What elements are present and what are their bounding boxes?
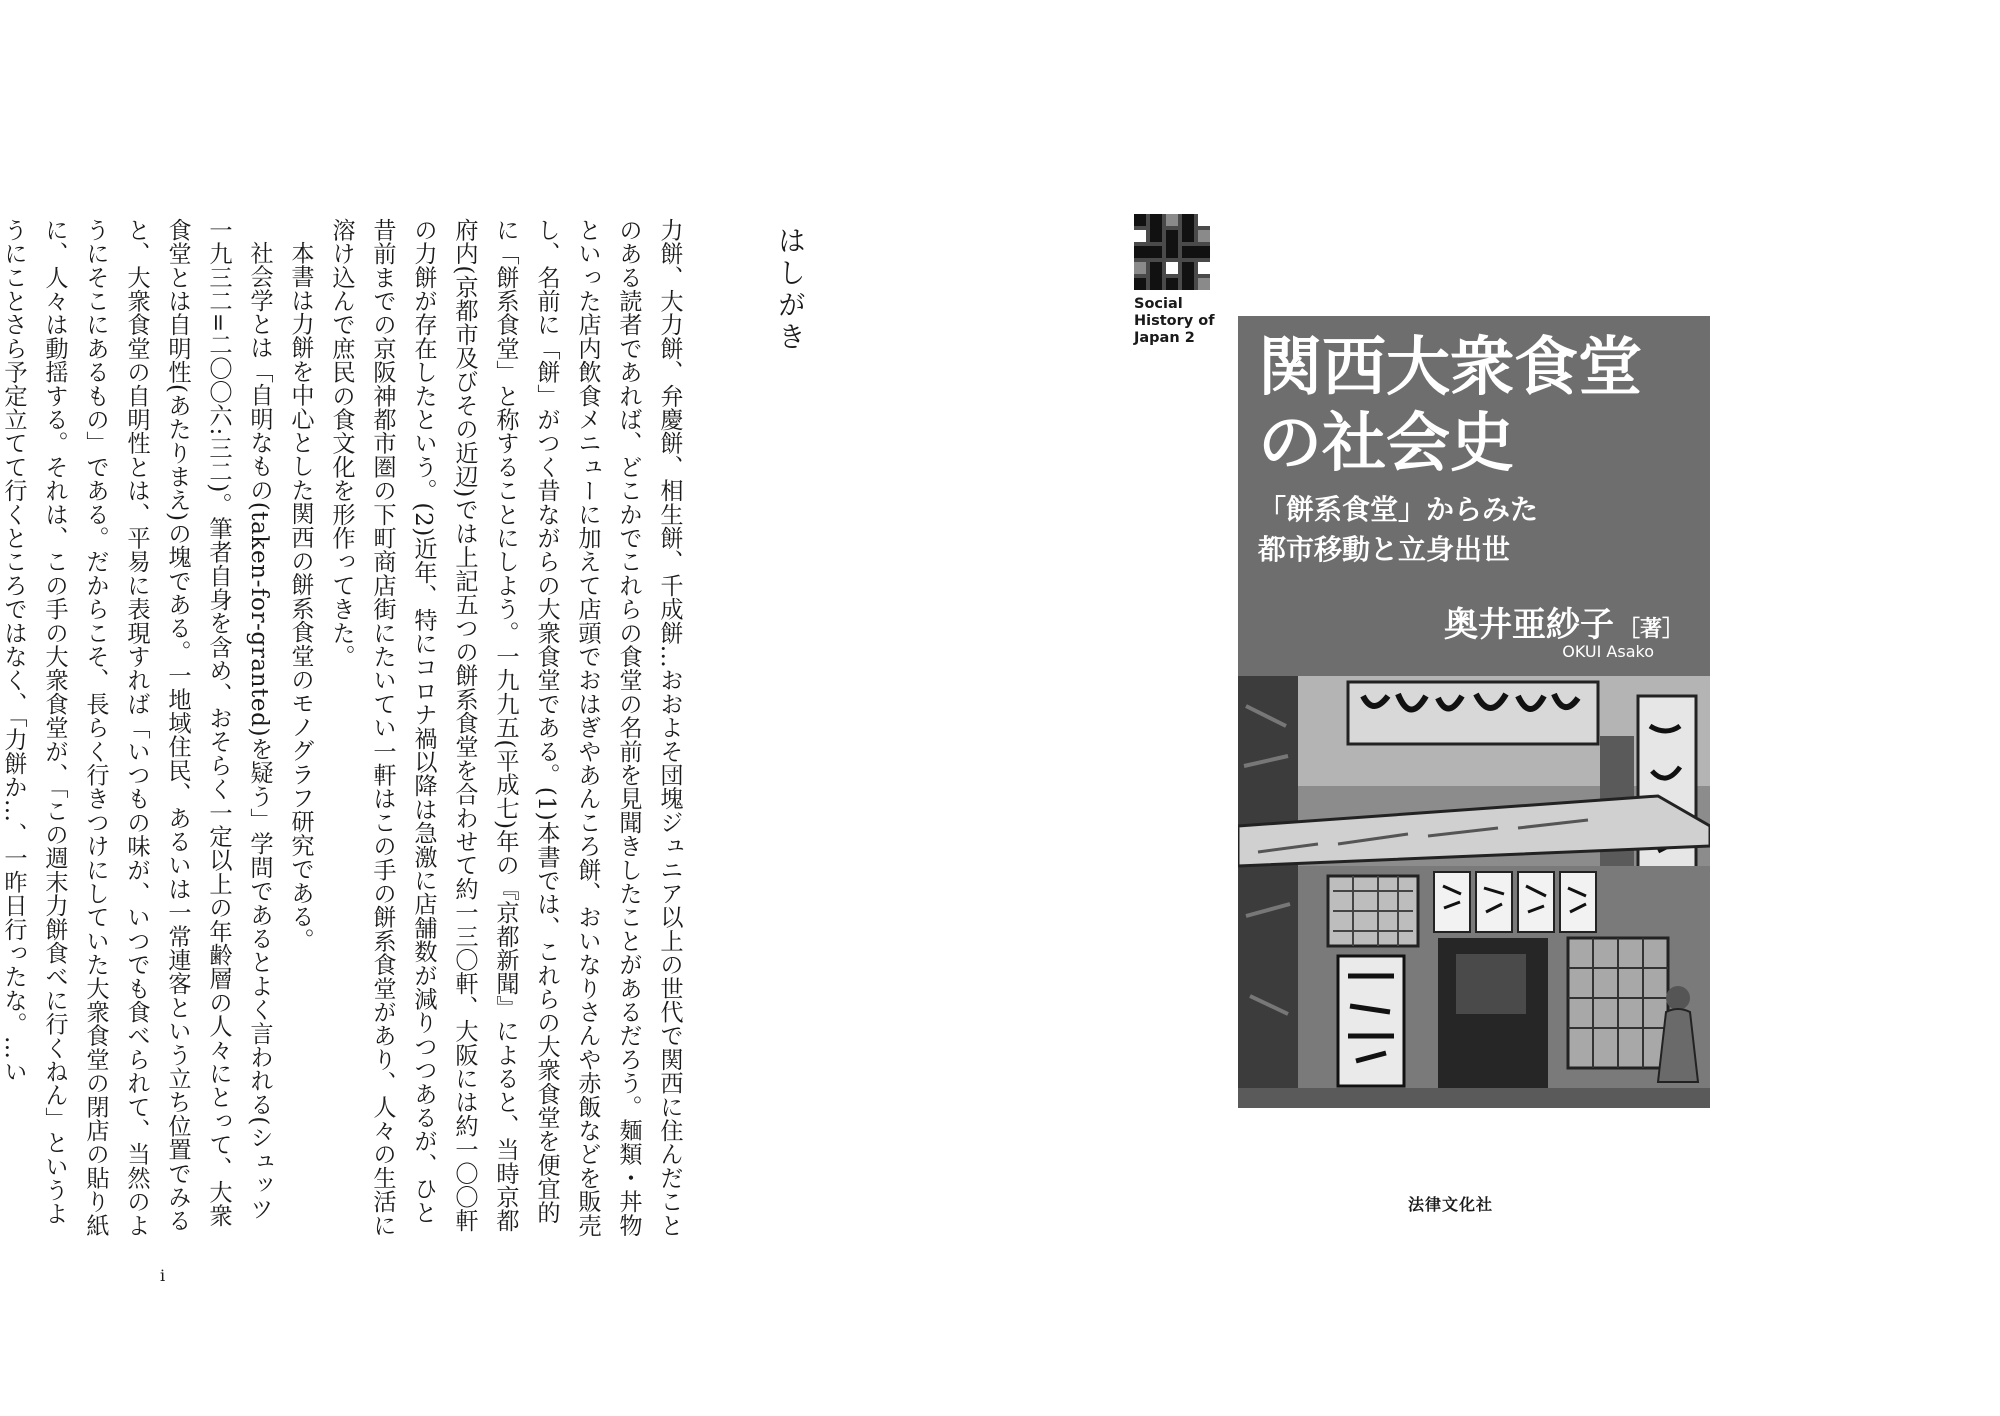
author-name-roman: OKUI Asako bbox=[1562, 642, 1654, 661]
cover-title-line-2: の社会史 bbox=[1258, 407, 1514, 481]
author-name: 奥井亜紗子 bbox=[1443, 605, 1614, 645]
series-line-3: Japan 2 bbox=[1134, 330, 1195, 346]
author-role: ［著］ bbox=[1617, 616, 1684, 642]
series-name bbox=[1134, 296, 1244, 347]
paragraph-1: 力餅、大力餅、弁慶餅、相生餅、千成餅…おおよそ団塊ジュニア以上の世代で関西に住んだことのある読者であれば、どこかでこれらの食堂の名前を見聞きしたことがあるだろう。麺類・丼物といった店内飲食メニューに加えて店頭でおはぎやあんころ餅、おいなりさんや赤飯などを販売し、名前に「餅」がつく昔ながらの大衆食堂である。(1)本書では、これらの大衆食堂を便宜的に「餅系食堂」と称することにしよう。一九九五(平成七)年の『京都新聞』によると、当時京都府内(京都市及びその近辺)では上記五つの餅系食堂を合わせて約一三〇軒、大阪には約一〇〇軒の力餅が存在したという。(2)近年、特にコロナ禍以降は急激に店舗数が減りつつあるが、ひと昔前までの京阪神都市圏の下町商店街にたいてい一軒はこの手の餅系食堂があり、人々の生活に溶け込んで庶民の食文化を形作ってきた。 bbox=[328, 218, 683, 1238]
cover-subtitle-line-1: 「餅系食堂」からみた bbox=[1258, 493, 1539, 526]
page-number: i bbox=[160, 1266, 166, 1285]
page-heading: はしがき bbox=[774, 226, 807, 354]
cover-title-band bbox=[1238, 316, 1710, 676]
shop-front-illustration bbox=[1238, 676, 1710, 1108]
right-page bbox=[1000, 0, 2000, 1416]
series-monogram-icon bbox=[1134, 214, 1210, 290]
cover-subtitle-line-2: 都市移動と立身出世 bbox=[1258, 533, 1511, 566]
paragraph-3: 社会学とは「自明なもの(taken-for-granted)を疑う」学問であるとよく言われる(シュッツ 一九三二=二〇〇六:三二)。筆者自身を含め、おそらく一定以上の年齢層の人々にとって、大衆食堂とは自明性(あたりまえ)の塊である。一地域住民、あるいは一常連客という立ち位置でみると、大衆食堂の自明性とは、平易に表現すれば「いつもの味が、いつでも食べられて、当然のようにそこにあるもの」である。だからこそ、長らく行きつけにしていた大衆食堂の閉店の貼り紙に、人々は動揺する。それは、この手の大衆食堂が、「この週末力餅食べに行くねん」というようにことさら予定立てて行くところではなく、「力餅か…、一昨日行ったな。…い bbox=[0, 218, 273, 1238]
book-cover bbox=[1238, 316, 1710, 1108]
paragraph-2: 本書は力餅を中心とした関西の餅系食堂のモノグラフ研究である。 bbox=[287, 241, 314, 953]
series-line-1: Social bbox=[1134, 296, 1183, 312]
cover-author bbox=[1444, 597, 1684, 646]
body-text bbox=[0, 218, 690, 1238]
publisher-name: 法律文化社 bbox=[1408, 1195, 1494, 1214]
cover-title-line-1: 関西大衆食堂 bbox=[1258, 331, 1642, 405]
cover-title bbox=[1258, 330, 1698, 482]
series-line-2: History of bbox=[1134, 313, 1215, 329]
cover-subtitle bbox=[1258, 490, 1698, 570]
